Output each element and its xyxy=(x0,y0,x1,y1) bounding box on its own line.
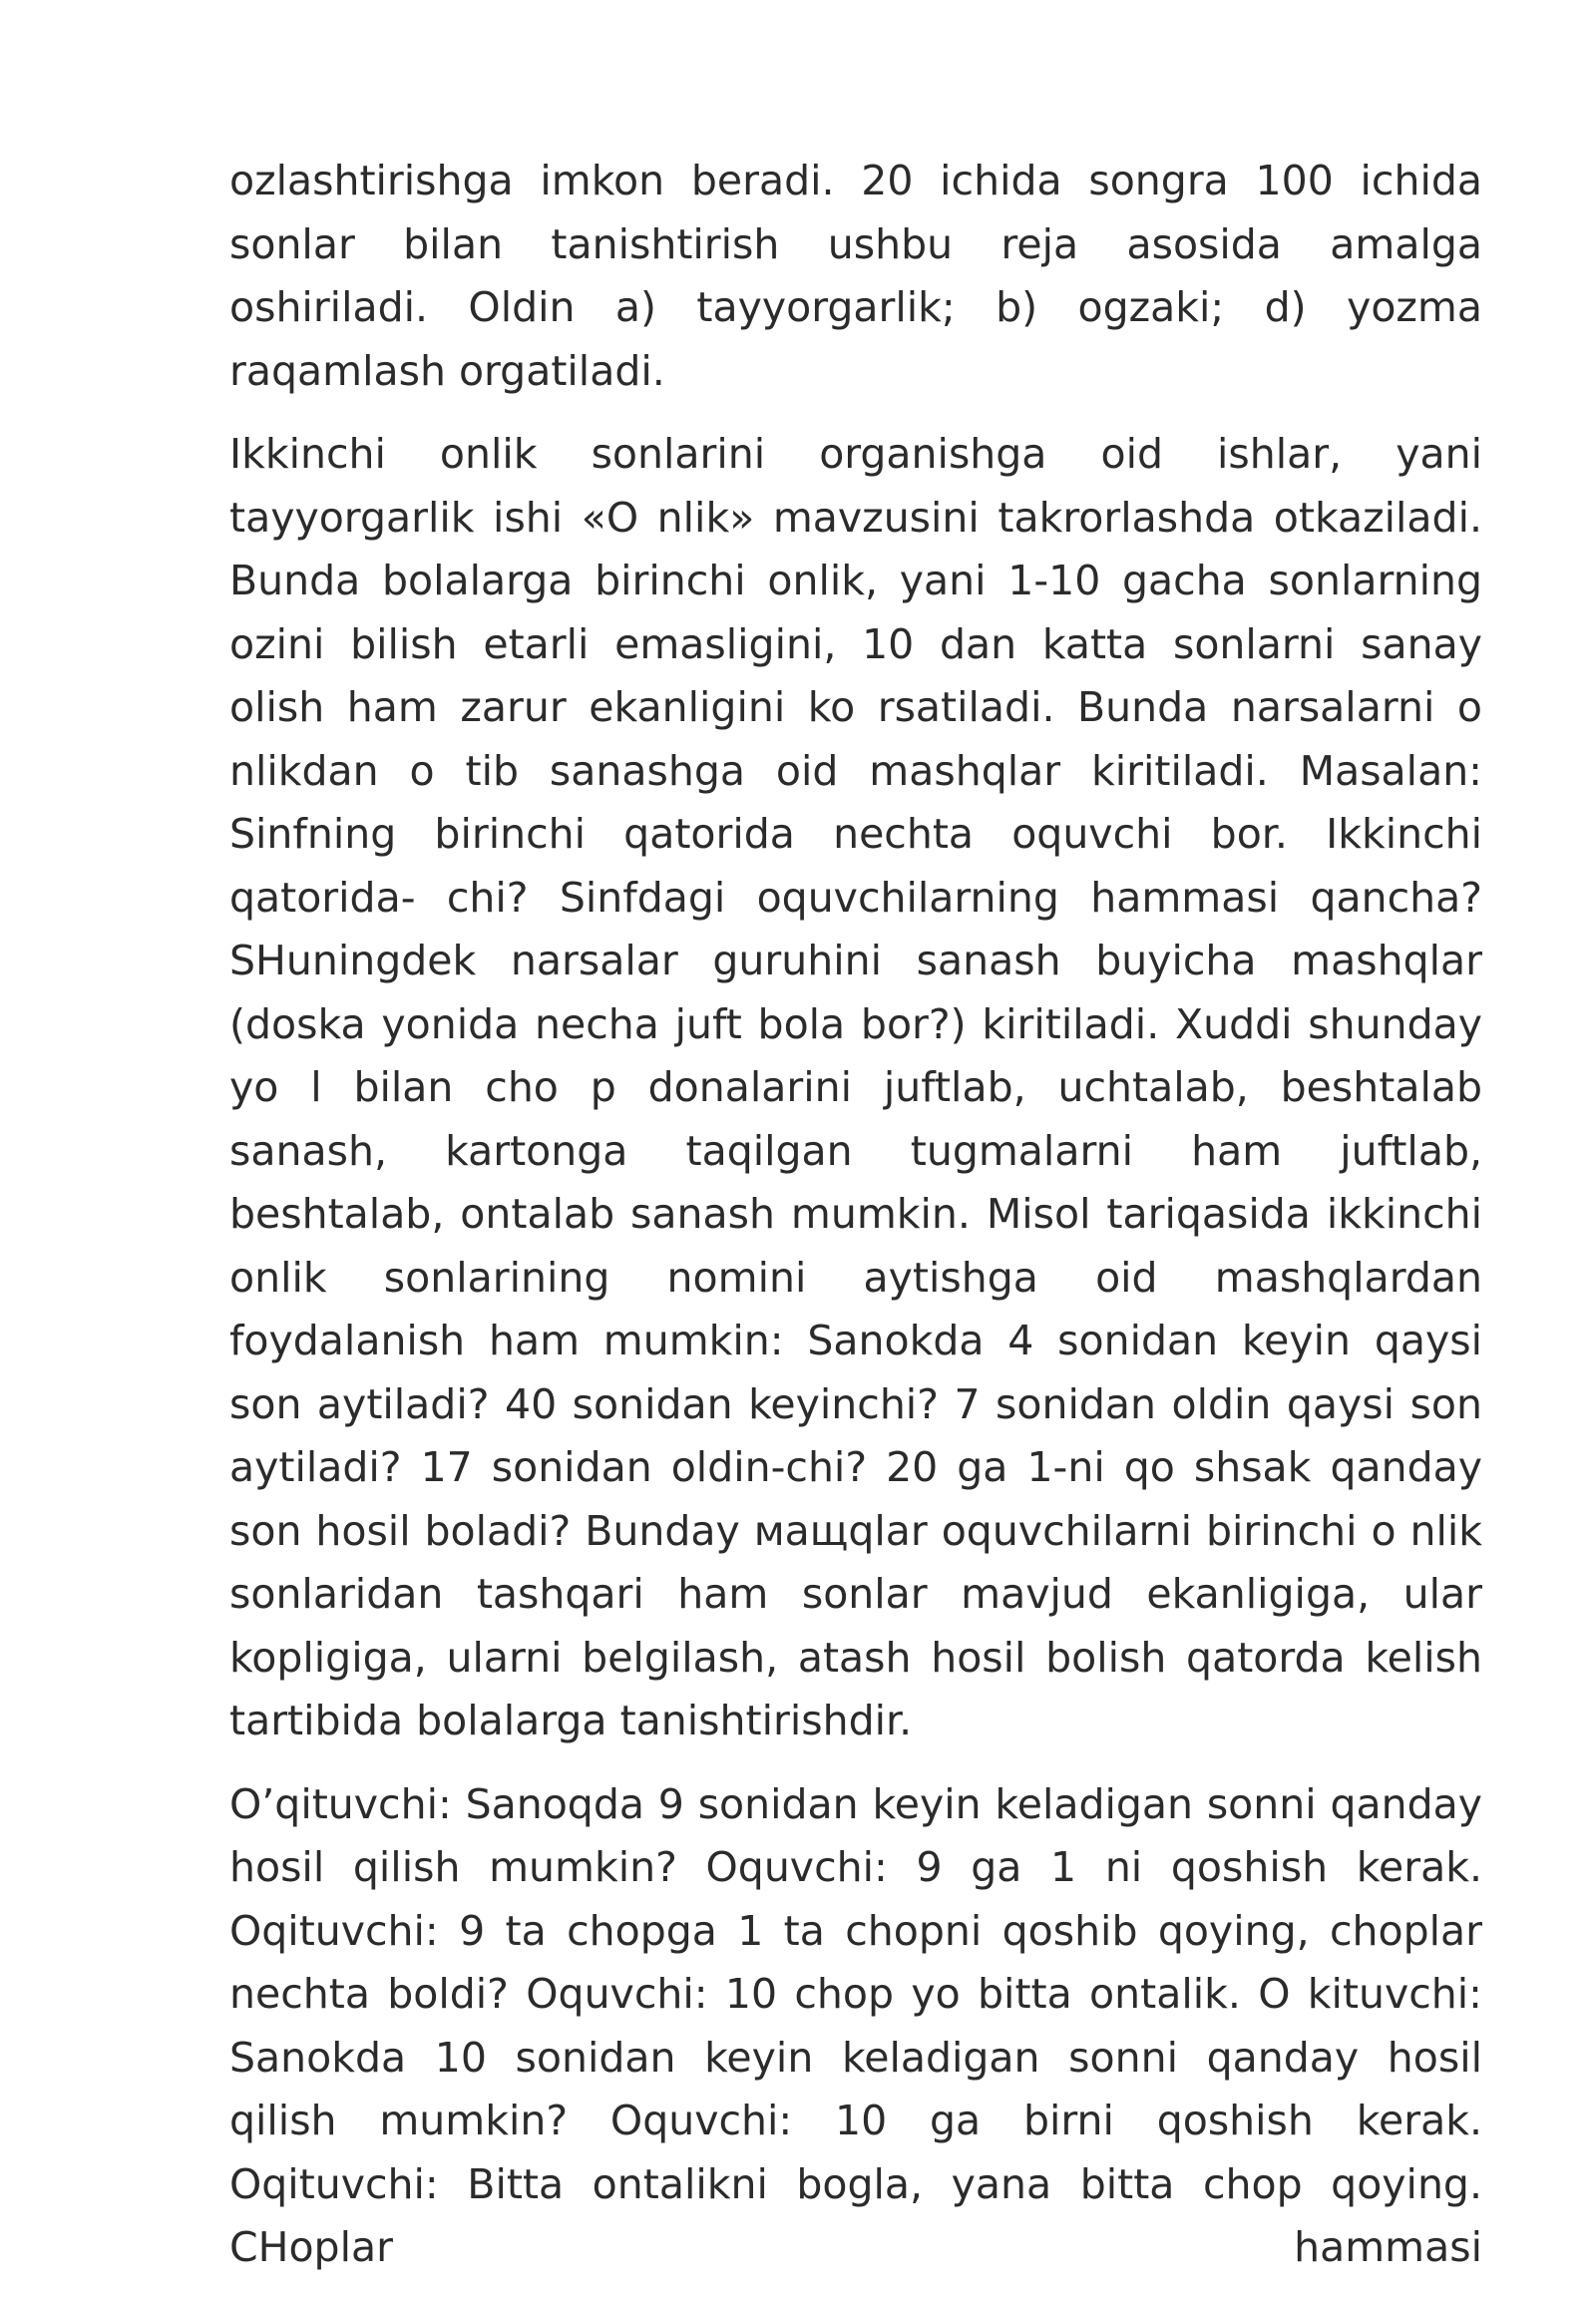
paragraph-intro: ozlashtirishga imkon beradi. 20 ichida songra 100 ichida sonlar bilan tanishtirish ushbu reja asosida amalga oshiriladi. Oldin a) tayyorgarlik; b) ogzaki; d) yozma raqamlash orgatiladi. xyxy=(229,157,1482,395)
document-page xyxy=(229,150,1482,2300)
paragraph-dialogue: O’qituvchi: Sanoqda 9 sonidan keyin keladigan sonni qanday hosil qilish mumkin? Oquvchi: 9 ga 1 ni qoshish kerak. Oqituvchi: 9 ta chopga 1 ta chopni qoshib qoying, choplar nechta boldi? Oquvchi: 10 chop yo bitta ontalik. O kituvchi: Sanokda 10 sonidan keyin keladigan sonni qanday hosil qilish mumkin? Oquvchi: 10 ga birni qoshish kerak. Oqituvchi: Bitta ontalikni bogla, yana bitta chop qoying. CHoplar hammasi xyxy=(229,1779,1482,2271)
paragraph-second-decade: Ikkinchi onlik sonlarini organishga oid ishlar, yani tayyorgarlik ishi «O nlik» mavzusini takrorlashda otkaziladi. Bunda bolalarga birinchi onlik, yani 1-10 gacha sonlarning ozini bilish etarli emasligini, 10 dan katta sonlarni sanay olish ham zarur ekanligini ko rsatiladi. Bunda narsalarni o nlikdan o tib sanashga oid mashqlar kiritiladi. Masalan: Sinfning birinchi qatorida nechta oquvchi bor. Ikkinchi qatorida- chi? Sinfdagi oquvchilarning hammasi qancha? SHuningdek narsalar guruhini sanash buyicha mashqlar (doska yonida necha juft bola bor?) kiritiladi. Xuddi shunday yo l bilan cho p donalarini juftlab, uchtalab, beshtalab sanash, kartonga taqilgan tugmalarni ham juftlab, beshtalab, ontalab sanash mumkin. Misol tariqasida ikkinchi onlik sonlarining nomini aytishga oid mashqlardan foydalanish ham mumkin: Sanokda 4 sonidan keyin qaysi son aytiladi? 40 sonidan keyinchi? 7 sonidan oldin qaysi son aytiladi? 17 sonidan oldin-chi? 20 ga 1-ni qo shsak qanday son hosil boladi? Bunday мащqlar oquvchilarni birinchi o nlik sonlaridan tashqari ham sonlar mavjud ekanligiga, ular kopligiga, ularni belgilash, atash hosil bolish qatorda kelish tartibida bolalarga tanishtirishdir. xyxy=(229,430,1482,1744)
